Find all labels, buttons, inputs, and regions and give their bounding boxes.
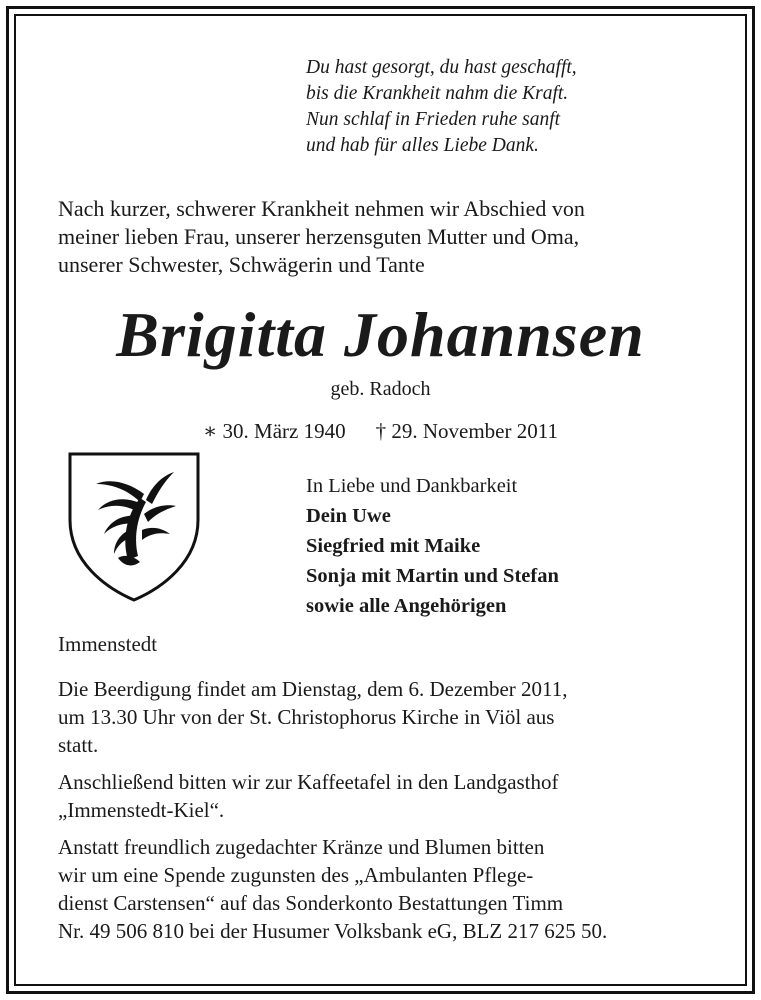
announcement-intro: Nach kurzer, schwerer Krankheit nehmen wir Abschied von meiner lieben Frau, unserer herzensguten Mutter und Oma, unserer Schwester, Schwägerin und Tante (58, 196, 585, 277)
place-name: Immenstedt (58, 632, 158, 656)
reception-info: Anschließend bitten wir zur Kaffeetafel in den Landgasthof „Immenstedt-Kiel“. (58, 770, 559, 822)
mourner-line: sowie alle Angehörigen (306, 595, 507, 617)
death-date: † 29. November 2011 (375, 419, 558, 443)
mourners-block (306, 471, 726, 621)
maiden-name: geb. Radoch (330, 378, 431, 400)
mourner-line: Dein Uwe (306, 505, 391, 527)
funeral-info: Die Beerdigung findet am Dienstag, dem 6. Dezember 2011, um 13.30 Uhr von der St. Christophorus Kirche in Viöl aus statt. (58, 677, 568, 757)
antler-shield-icon (66, 450, 202, 602)
deceased-name: Brigitta Johannsen (116, 299, 645, 370)
mourner-line: Siegfried mit Maike (306, 535, 481, 557)
memorial-poem: Du hast gesorgt, du hast geschafft, bis die Krankheit nahm die Kraft. Nun schlaf in Frieden ruhe sanft und hab für alles Liebe Dank. (306, 57, 577, 156)
mourner-line: Sonja mit Martin und Stefan (306, 565, 559, 587)
birth-date: ∗ 30. März 1940 (203, 419, 346, 443)
donation-info: Anstatt freundlich zugedachter Kränze und Blumen bitten wir um eine Spende zugunsten des „Ambulanten Pflege- dienst Carstensen“ auf das Sonderkonto Bestattungen Timm Nr. 49 506 810 bei der Husumer Volksbank eG, BLZ 217 625 50. (58, 835, 608, 943)
life-dates (0, 417, 761, 445)
mourners-intro: In Liebe und Dankbarkeit (306, 475, 518, 497)
